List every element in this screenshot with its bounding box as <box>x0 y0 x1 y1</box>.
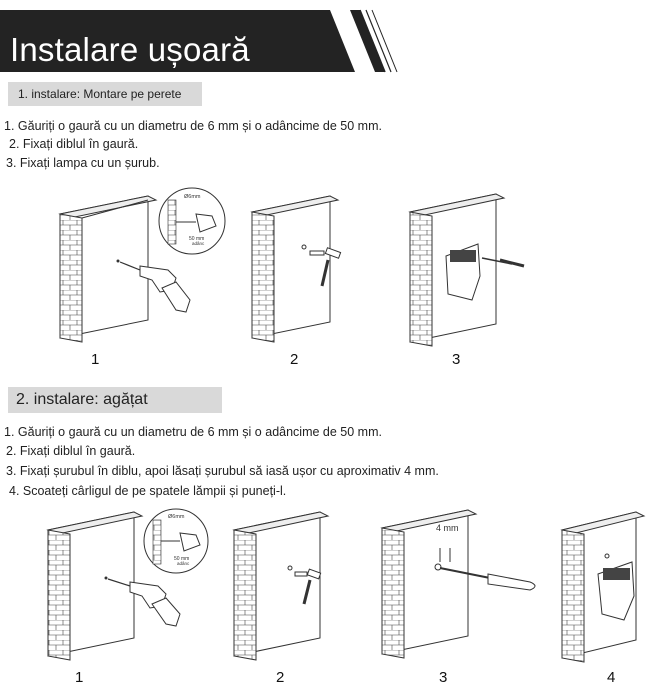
wall-2-1 <box>48 512 142 660</box>
figure2-label-2: 2 <box>276 669 285 686</box>
section1-step-1: 1. Găuriți o gaură cu un diametru de 6 mm și o adâncime de 50 mm. <box>4 119 382 133</box>
section1-step-2: 2. Fixați diblul în gaură. <box>9 137 139 151</box>
figure2-label-1: 1 <box>75 669 84 686</box>
section2-heading: 2. instalare: agățat <box>8 387 222 413</box>
callout-depth-text: 50 mm <box>189 236 205 242</box>
section2-step-4: 4. Scoateți cârligul de pe spatele lămpii și puneți-l. <box>9 484 287 498</box>
figure2-label-3: 3 <box>439 669 448 686</box>
section1-heading: 1. instalare: Montare pe perete <box>8 82 202 106</box>
section1-step-3: 3. Fixați lampa cu un șurub. <box>6 156 160 170</box>
gap-label: 4 mm <box>436 523 459 533</box>
callout-depth-note: adânc <box>192 241 205 246</box>
figure1-label-3: 3 <box>452 351 461 368</box>
section2-step-3: 3. Fixați șurubul în diblu, apoi lăsați șurubul să iasă ușor cu aproximativ 4 mm. <box>6 464 439 478</box>
section2-callout <box>144 509 208 573</box>
callout2-depth-note: adânc <box>177 561 190 566</box>
figure1-label-1: 1 <box>91 351 100 368</box>
callout-diameter-text: Ø6mm <box>184 194 201 200</box>
figure1-label-2: 2 <box>290 351 299 368</box>
callout2-diameter-text: Ø6mm <box>168 514 185 520</box>
wall-2-2 <box>234 512 328 660</box>
page-title: Instalare ușoară <box>10 31 250 68</box>
figure2-label-4: 4 <box>607 669 616 686</box>
section2-step-2: 2. Fixați diblul în gaură. <box>6 444 136 458</box>
section2-step-1: 1. Găuriți o gaură cu un diametru de 6 mm și o adâncime de 50 mm. <box>4 425 382 439</box>
wall-2-3 <box>382 510 476 658</box>
callout2-depth-text: 50 mm <box>174 556 190 562</box>
